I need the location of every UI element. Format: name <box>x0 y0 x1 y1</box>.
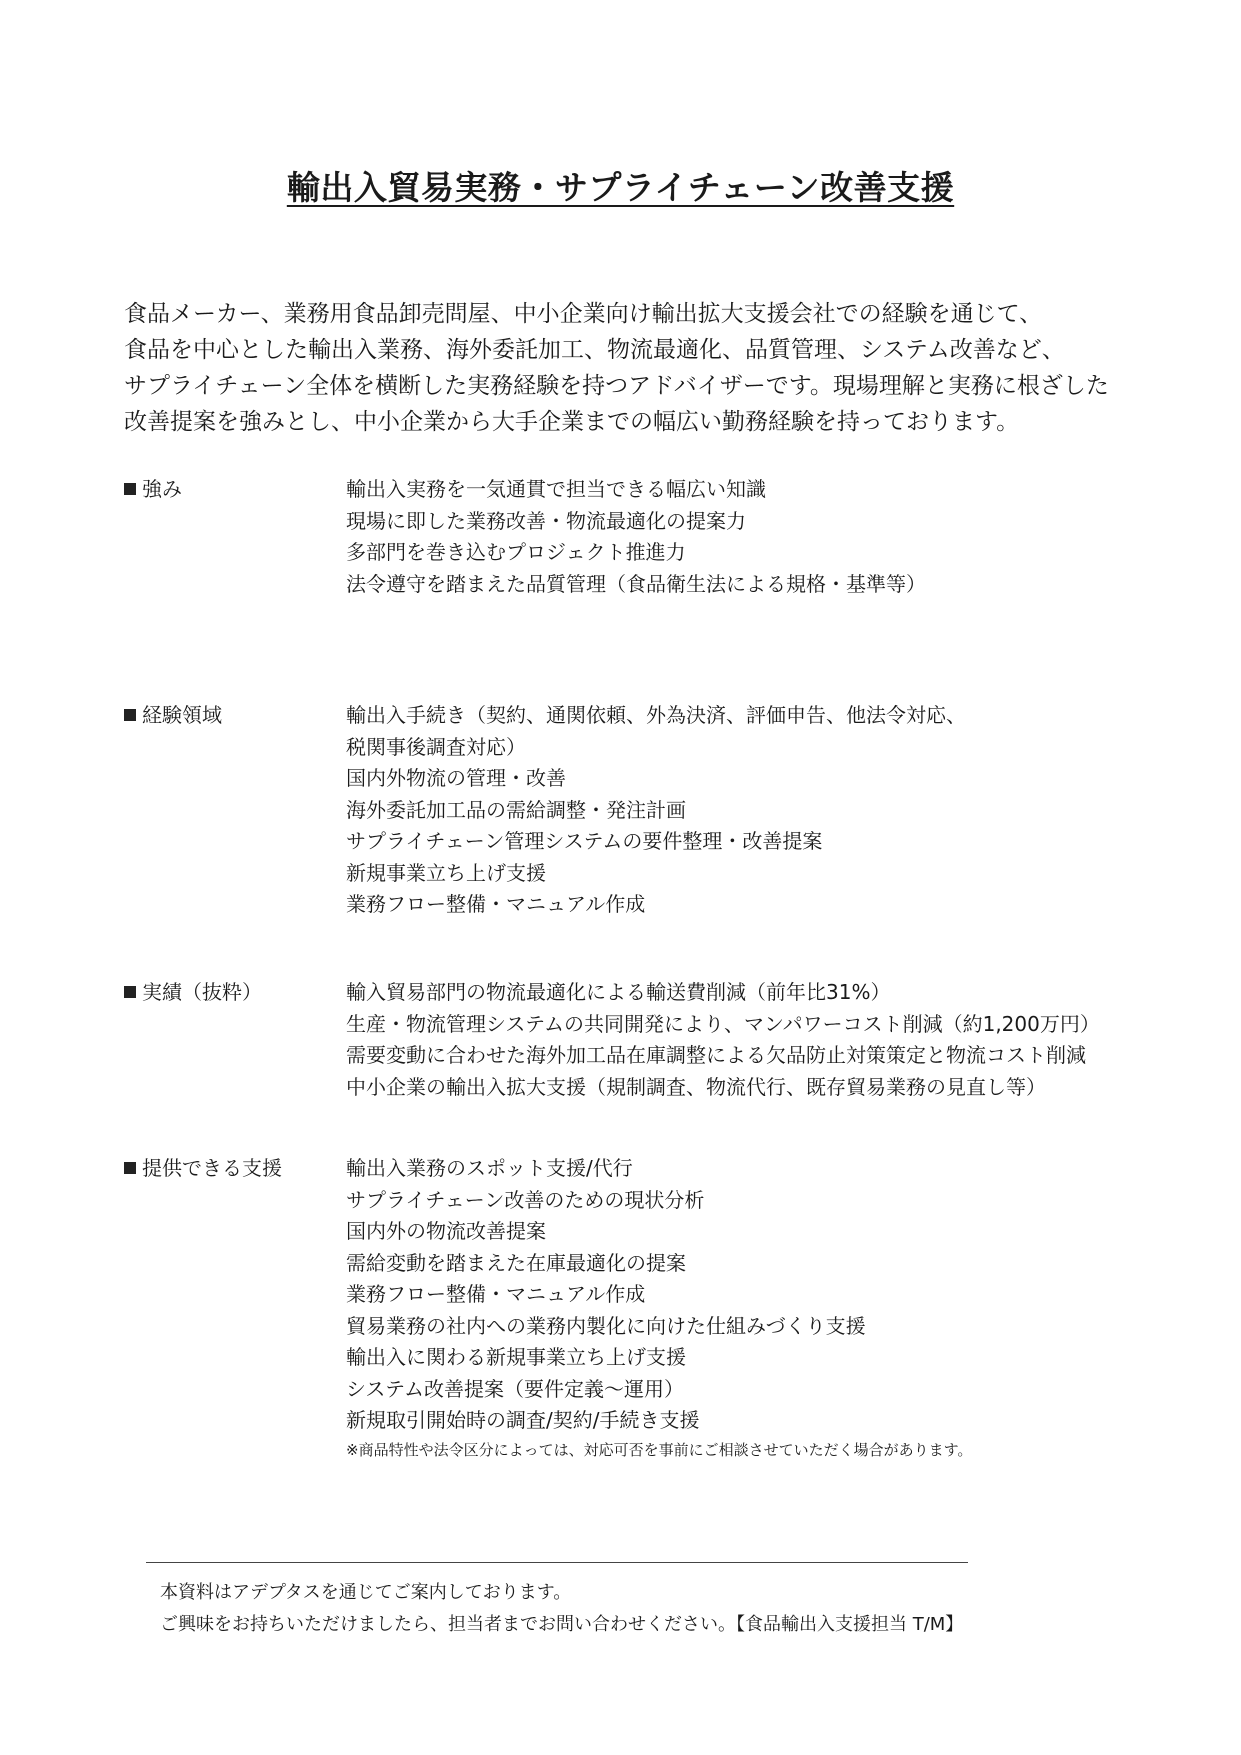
intro-line: 食品を中心とした輸出入業務、海外委託加工、物流最適化、品質管理、システム改善など、 <box>124 337 1065 363</box>
section-label <box>124 977 262 1008</box>
section-label-text: 経験領域 <box>142 703 222 727</box>
list-item: 輸出入手続き（契約、通関依頼、外為決済、評価申告、他法令対応、 <box>346 703 966 727</box>
list-item: 需給変動を踏まえた在庫最適化の提案 <box>346 1250 686 1275</box>
section-label <box>124 700 222 731</box>
intro-line: 食品メーカー、業務用食品卸売問屋、中小企業向け輸出拡大支援会社での経験を通じて、 <box>124 301 1043 327</box>
intro-paragraph <box>124 296 1124 440</box>
list-item: 現場に即した業務改善・物流最適化の提案力 <box>346 508 746 533</box>
square-bullet-icon <box>124 483 136 495</box>
list-item: 貿易業務の社内への業務内製化に向けた仕組みづくり支援 <box>346 1313 866 1338</box>
section-label <box>124 474 182 505</box>
list-item: システム改善提案（要件定義～運用） <box>346 1376 684 1401</box>
page-title-text: 輸出入貿易実務・サプライチェーン改善支援 <box>286 168 955 207</box>
list-item: 生産・物流管理システムの共同開発により、マンパワーコスト削減（約1,200万円） <box>346 1011 1100 1036</box>
list-item: 海外委託加工品の需給調整・発注計画 <box>346 797 686 822</box>
list-item: 新規取引開始時の調査/契約/手続き支援 <box>346 1408 700 1432</box>
footer-line: ご興味をお持ちいただけましたら、担当者までお問い合わせください。【食品輸出入支援担当 T/M】 <box>160 1614 964 1635</box>
list-item: 業務フロー整備・マニュアル作成 <box>346 1282 646 1306</box>
square-bullet-icon <box>124 986 136 998</box>
list-item: 輸出入実務を一気通貫で担当できる幅広い知識 <box>346 477 766 501</box>
list-item: 多部門を巻き込むプロジェクト推進力 <box>346 540 686 564</box>
footer-divider <box>146 1562 968 1563</box>
list-item: 需要変動に合わせた海外加工品在庫調整による欠品防止対策策定と物流コスト削減 <box>346 1043 1086 1067</box>
list-item: 税関事後調査対応） <box>346 734 526 759</box>
list-item: 輸入貿易部門の物流最適化による輸送費削減（前年比31%） <box>346 980 891 1004</box>
intro-line: サプライチェーン全体を横断した実務経験を持つアドバイザーです。現場理解と実務に根ざした <box>124 373 1109 399</box>
list-item: 輸出入業務のスポット支援/代行 <box>346 1156 633 1180</box>
footer-line: 本資料はアデプタスを通じてご案内しております。 <box>160 1582 572 1603</box>
section-label <box>124 1153 282 1184</box>
section-item-list <box>346 1153 1146 1463</box>
intro-line: 改善提案を強みとし、中小企業から大手企業までの幅広い勤務経験を持っております。 <box>124 409 1020 435</box>
section-item-list <box>346 474 1146 600</box>
list-item: 法令遵守を踏まえた品質管理（食品衛生法による規格・基準等） <box>346 571 926 596</box>
section-label-text: 強み <box>142 477 182 501</box>
services-note: ※商品特性や法令区分によっては、対応可否を事前にご相談させていただく場合があります。 <box>346 1440 973 1459</box>
list-item: サプライチェーン改善のための現状分析 <box>346 1187 705 1212</box>
section-label-text: 実績（抜粋） <box>142 980 262 1004</box>
list-item: サプライチェーン管理システムの要件整理・改善提案 <box>346 829 823 853</box>
square-bullet-icon <box>124 1162 136 1174</box>
list-item: 国内外物流の管理・改善 <box>346 766 566 790</box>
list-item: 国内外の物流改善提案 <box>346 1219 546 1243</box>
square-bullet-icon <box>124 709 136 721</box>
list-item: 輸出入に関わる新規事業立ち上げ支援 <box>346 1345 686 1369</box>
section-label-text: 提供できる支援 <box>142 1156 282 1180</box>
page-title <box>0 162 1241 209</box>
list-item: 業務フロー整備・マニュアル作成 <box>346 892 646 916</box>
list-item: 中小企業の輸出入拡大支援（規制調査、物流代行、既存貿易業務の見直し等） <box>346 1074 1046 1099</box>
section-item-list <box>346 700 1146 921</box>
list-item: 新規事業立ち上げ支援 <box>346 860 546 885</box>
section-item-list <box>346 977 1146 1103</box>
footer-contact <box>160 1577 963 1641</box>
